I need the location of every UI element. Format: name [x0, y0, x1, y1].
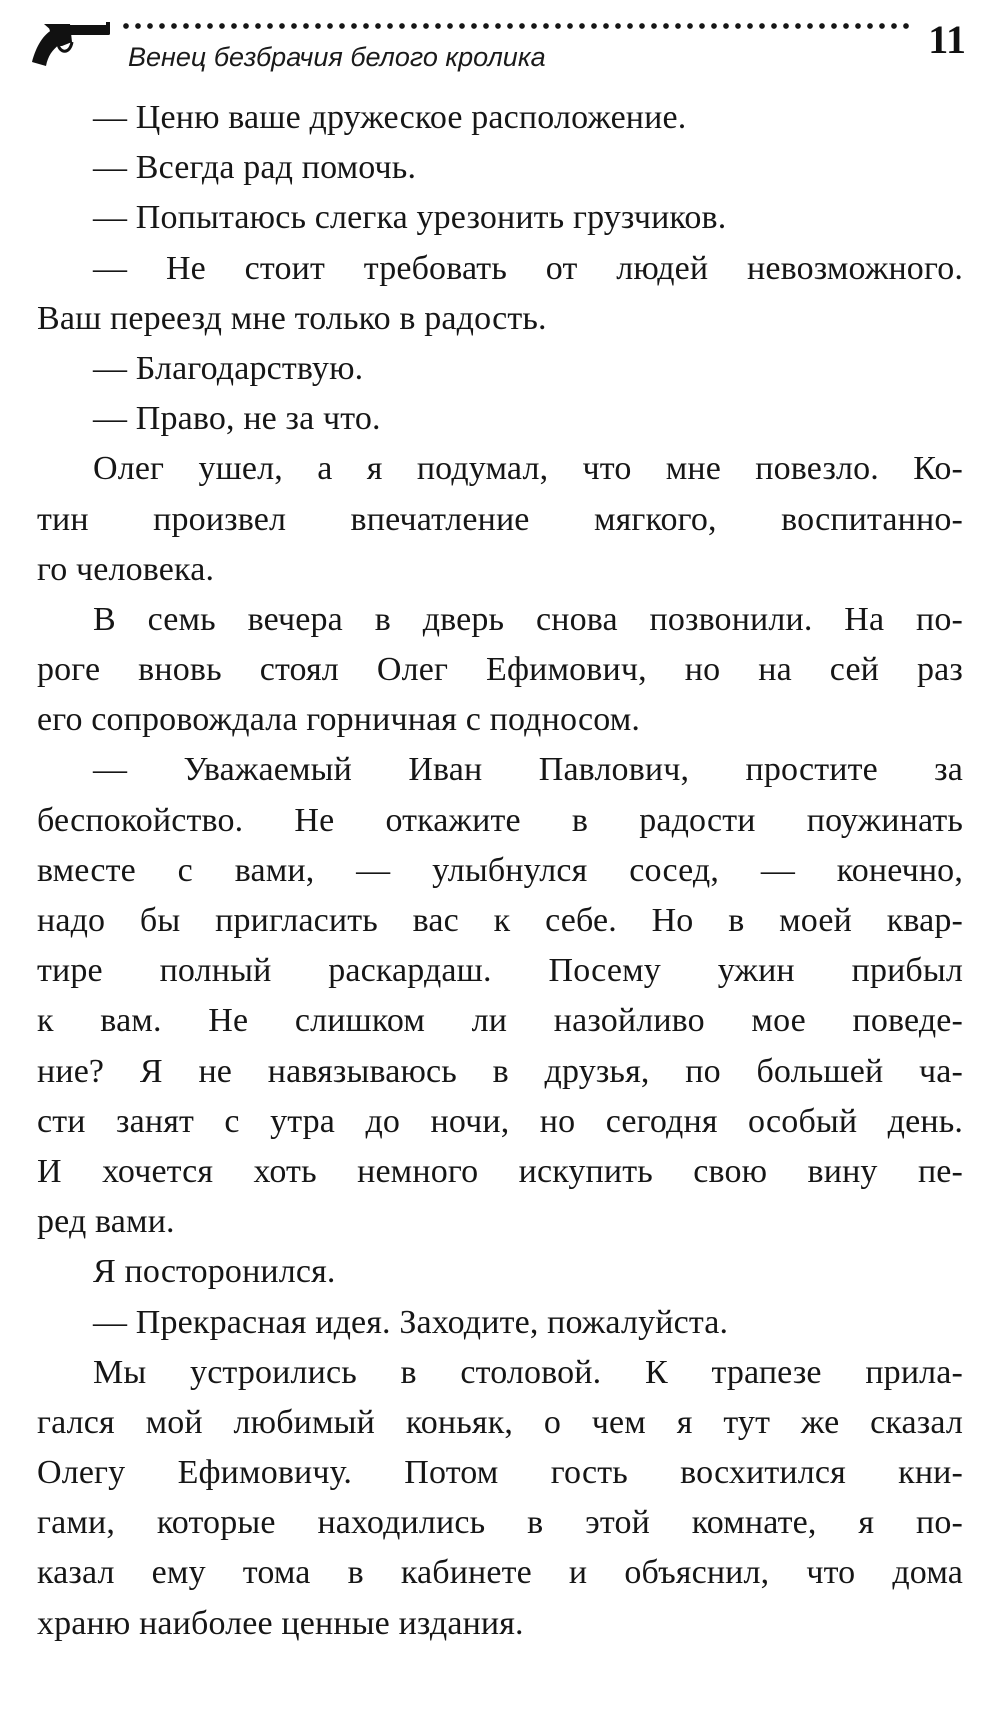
text-line: храню наиболее ценные издания. [37, 1604, 524, 1642]
text-line: — Право, не за что. [93, 400, 381, 438]
body-text [37, 93, 963, 1649]
running-title: Венец безбрачия белого кролика [128, 42, 546, 72]
text-line: надо бы пригласить вас к себе. Но в моей квар- [37, 902, 963, 939]
text-line: роге вновь стоял Олег Ефимович, но на сей раз [37, 651, 963, 689]
text-line: тин произвел впечатление мягкого, воспитанно- [37, 500, 963, 538]
text-line: И хочется хоть немного искупить свою вину пе- [37, 1152, 963, 1190]
text-line: казал ему тома в кабинете и объяснил, что дома [37, 1554, 963, 1592]
text-line: — Ценю ваше дружеское расположение. [93, 99, 687, 136]
text-line: Олег ушел, а я подумал, что мне повезло. Ко- [93, 450, 963, 488]
revolver-icon [30, 22, 112, 68]
page-header [0, 0, 1000, 90]
text-line: беспокойство. Не откажите в радости поужинать [37, 801, 963, 839]
dotted-rule [120, 22, 915, 30]
text-line: — Не стоит требовать от людей невозможного. [93, 249, 963, 287]
page-number: 11 [928, 17, 966, 62]
text-line: к вам. Не слишком ли назойливо мое поведе- [37, 1002, 963, 1040]
text-line: Я посторонился. [93, 1253, 336, 1291]
text-line: гался мой любимый коньяк, о чем я тут же сказал [37, 1403, 963, 1441]
text-line: Мы устроились в столовой. К трапезе прила- [93, 1353, 963, 1391]
text-line: В семь вечера в дверь снова позвонили. На по- [93, 600, 963, 638]
text-line: ред вами. [37, 1203, 175, 1241]
text-line: вместе с вами, — улыбнулся сосед, — конечно, [37, 851, 963, 889]
text-line: — Всегда рад помочь. [93, 149, 417, 187]
text-line: сти занят с утра до ночи, но сегодня особый день. [37, 1102, 963, 1140]
text-line: гами, которые находились в этой комнате, я по- [37, 1504, 963, 1542]
text-line: го человека. [37, 550, 215, 588]
text-line: — Благодарствую. [93, 349, 364, 387]
text-line: — Прекрасная идея. Заходите, пожалуйста. [93, 1303, 729, 1341]
text-line: его сопровождала горничная с подносом. [37, 701, 641, 739]
text-line: Олегу Ефимовичу. Потом гость восхитился кни- [37, 1454, 963, 1492]
text-line: ние? Я не навязываюсь в друзья, по большей ча- [37, 1052, 963, 1090]
text-line: — Уважаемый Иван Павлович, простите за [93, 751, 963, 789]
text-line: Ваш переезд мне только в радость. [37, 299, 547, 337]
text-line: тире полный раскардаш. Посему ужин прибыл [37, 952, 963, 990]
text-line: — Попытаюсь слегка урезонить грузчиков. [93, 199, 727, 237]
